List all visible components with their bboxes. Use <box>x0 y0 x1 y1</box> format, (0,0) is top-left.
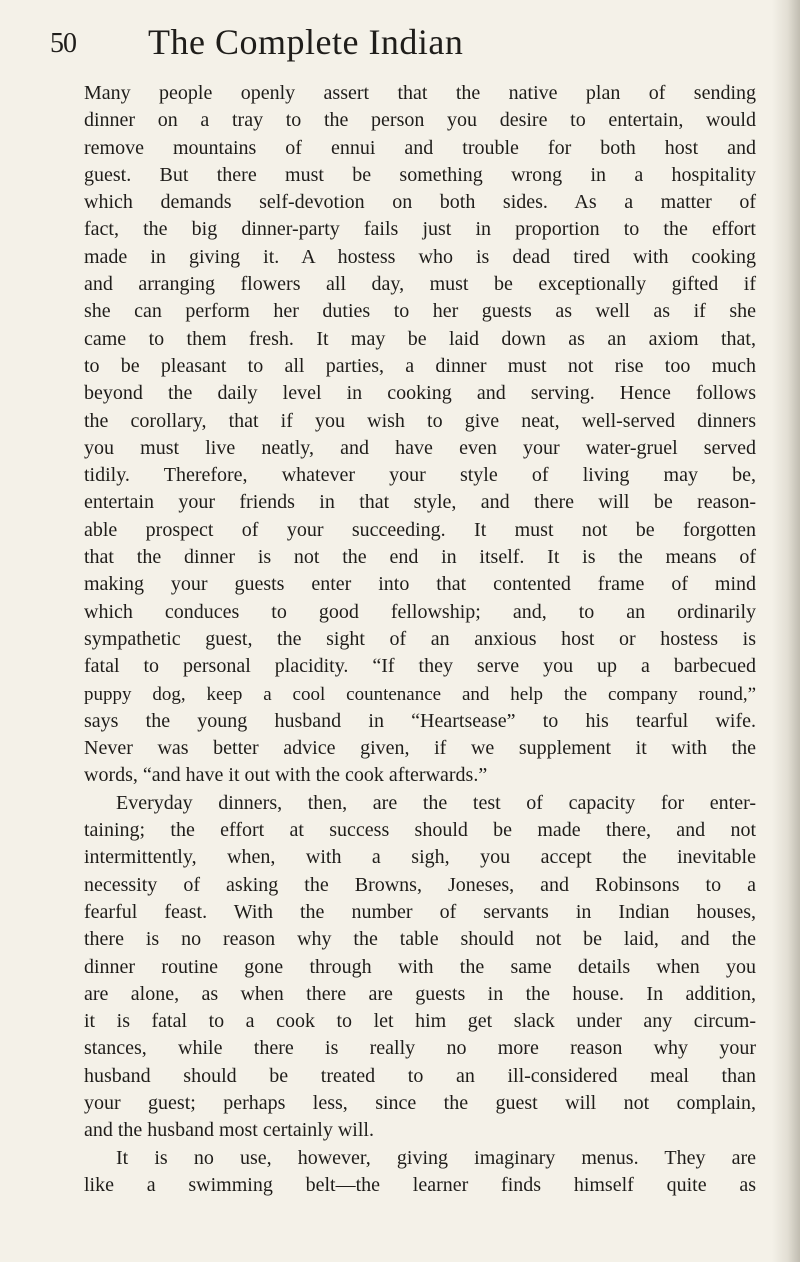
text-line: came to them fresh. It may be laid down as an axiom that, <box>84 327 756 350</box>
text-line: fact, the big dinner-party fails just in proportion to the effort <box>84 218 756 241</box>
text-line: Many people openly assert that the native plan of sending <box>84 82 756 104</box>
text-line: fearful feast. With the number of servants in Indian houses, <box>84 900 756 923</box>
text-line: It is no use, however, giving imaginary menus. They are <box>116 1146 756 1169</box>
text-line: words, “and have it out with the cook afterwards.” <box>84 764 488 787</box>
body-text <box>84 80 756 1199</box>
text-line: the corollary, that if you wish to give neat, well-served dinners <box>84 409 756 432</box>
text-line: entertain your friends in that style, and there will be reason- <box>84 491 756 514</box>
text-line: beyond the daily level in cooking and serving. Hence follows <box>84 382 756 405</box>
text-line: your guest; perhaps less, since the guest will not complain, <box>84 1091 756 1114</box>
text-line: remove mountains of ennui and trouble for both host and <box>84 136 756 159</box>
text-line: you must live neatly, and have even your water-gruel served <box>84 436 756 459</box>
text-line: are alone, as when there are guests in the house. In addition, <box>84 982 756 1005</box>
text-line: made in giving it. A hostess who is dead tired with cooking <box>84 245 756 268</box>
text-line: she can perform her duties to her guests as well as if she <box>84 300 756 323</box>
text-line: to be pleasant to all parties, a dinner must not rise too much <box>84 354 756 377</box>
text-line: that the dinner is not the end in itself. It is the means of <box>84 546 756 569</box>
text-line: and arranging flowers all day, must be exceptionally gifted if <box>84 273 756 296</box>
page-edge-shadow <box>772 0 800 1262</box>
text-line: which conduces to good fellowship; and, to an ordinarily <box>84 600 756 623</box>
text-line: intermittently, when, with a sigh, you accept the inevitable <box>84 846 756 869</box>
text-line: fatal to personal placidity. “If they serve you up a barbecued <box>84 655 756 678</box>
text-line: there is no reason why the table should not be laid, and the <box>84 928 756 951</box>
page-header <box>50 20 750 64</box>
text-line: tidily. Therefore, whatever your style of living may be, <box>84 464 756 487</box>
text-line: dinner routine gone through with the same details when you <box>84 955 756 978</box>
text-line: sympathetic guest, the sight of an anxious host or hostess is <box>84 627 756 650</box>
text-line: guest. But there must be something wrong in a hospitality <box>84 163 756 186</box>
text-line: necessity of asking the Browns, Joneses, and Robinsons to a <box>84 873 756 896</box>
text-line: and the husband most certainly will. <box>84 1119 374 1142</box>
text-line: which demands self-devotion on both sides. As a matter of <box>84 191 756 214</box>
running-title: The Complete Indian <box>148 22 464 62</box>
text-line: dinner on a tray to the person you desire to entertain, would <box>84 109 756 132</box>
text-line: stances, while there is really no more reason why your <box>84 1037 756 1060</box>
text-line: says the young husband in “Heartsease” to his tearful wife. <box>84 709 756 732</box>
text-line: husband should be treated to an ill-considered meal than <box>84 1064 756 1087</box>
text-line: puppy dog, keep a cool countenance and help the company round,” <box>84 683 756 705</box>
text-line: like a swimming belt—the learner finds himself quite as <box>84 1173 756 1196</box>
text-line: taining; the effort at success should be made there, and not <box>84 819 756 842</box>
text-line: it is fatal to a cook to let him get slack under any circum- <box>84 1010 756 1033</box>
text-line: Never was better advice given, if we supplement it with the <box>84 737 756 760</box>
text-line: able prospect of your succeeding. It must not be forgotten <box>84 518 756 541</box>
page-number: 50 <box>50 28 76 59</box>
text-line: Everyday dinners, then, are the test of capacity for enter- <box>116 791 756 814</box>
text-line: making your guests enter into that contented frame of mind <box>84 573 756 596</box>
